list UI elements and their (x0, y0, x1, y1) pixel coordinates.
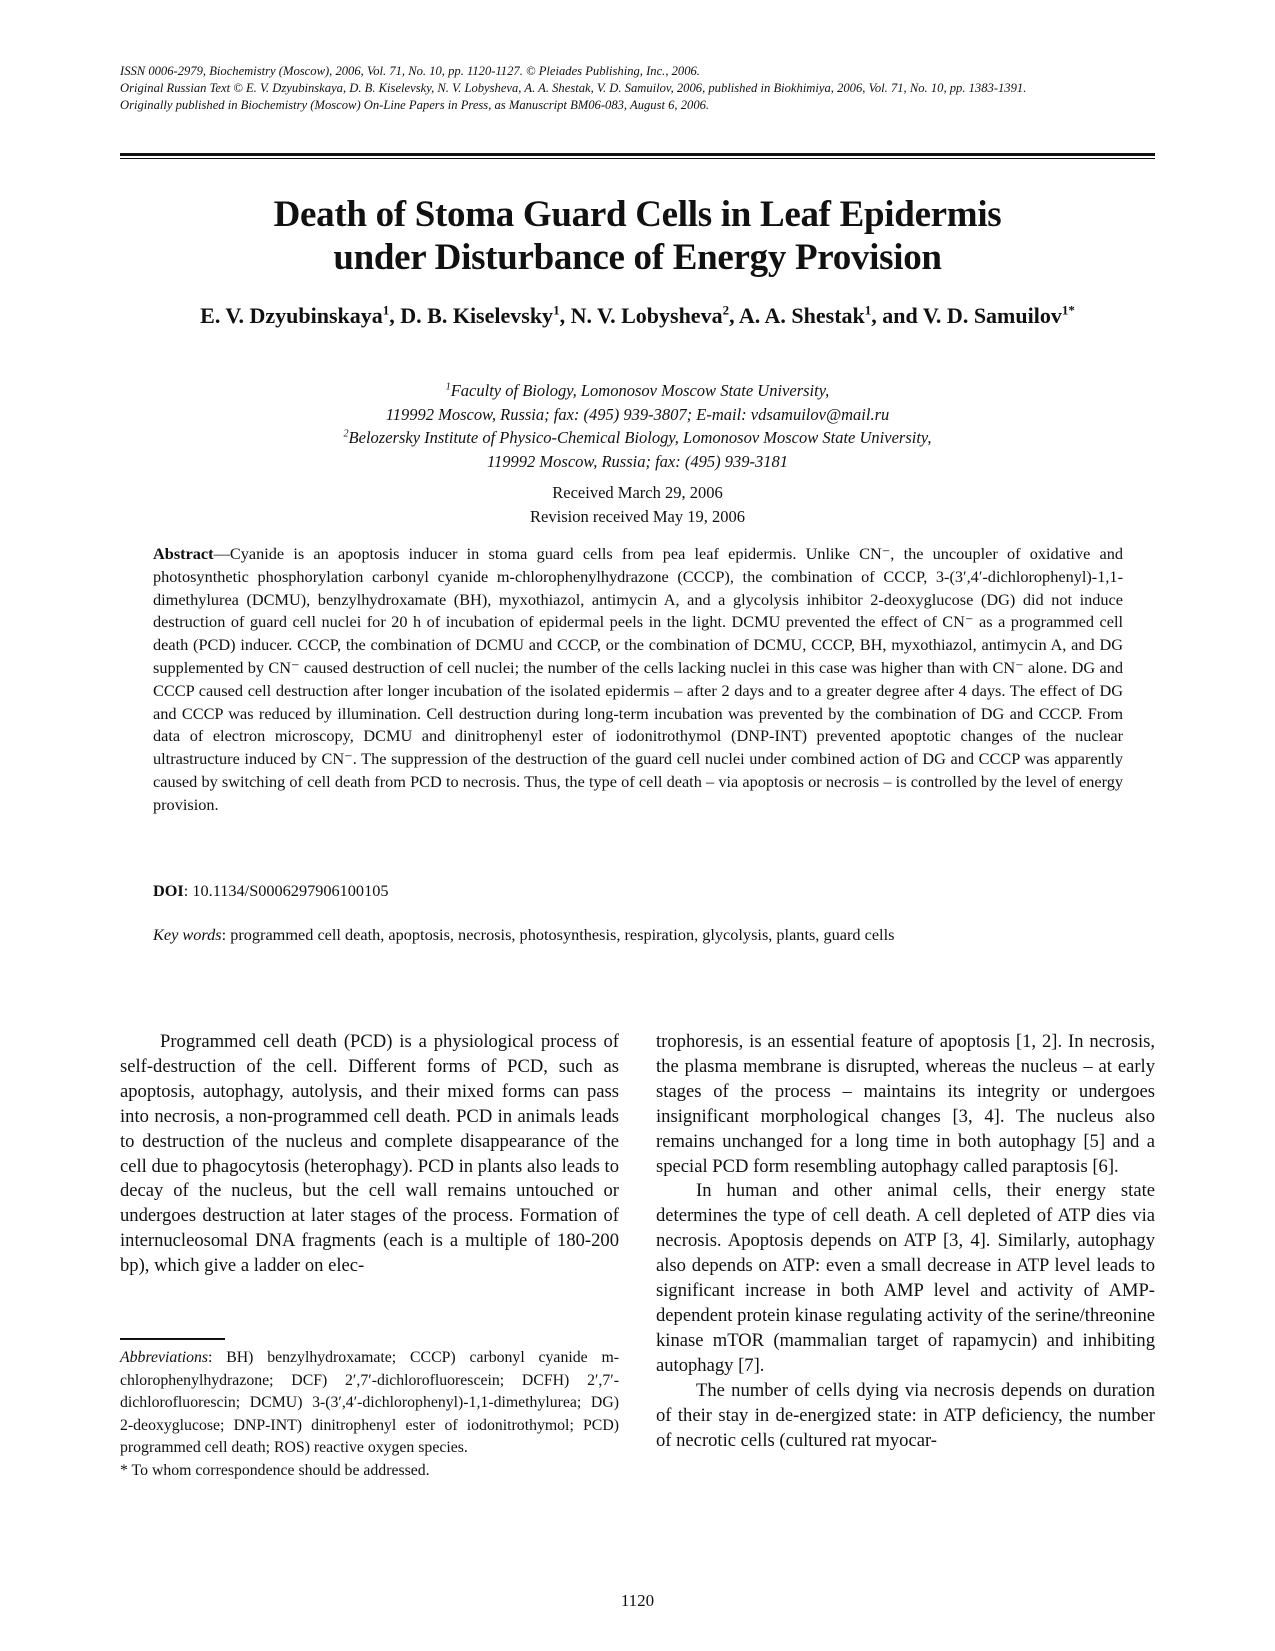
body-paragraph: The number of cells dying via necrosis depends on duration of their stay in de-energized state: in ATP deficiency, the number of necrotic cells (cultured rat myocar- (656, 1379, 1155, 1451)
affiliation-1-text: Faculty of Biology, Lomonosov Moscow State University, (450, 381, 830, 400)
author-affiliation-mark: 1 (382, 302, 390, 318)
header-online-note: Originally published in Biochemistry (Moscow) On-Line Papers in Press, as Manuscript BM06-083, August 6, 2006. (120, 98, 710, 113)
author-name: A. A. Shestak (738, 303, 865, 328)
keywords-label: Key words (153, 925, 222, 944)
author-name: E. V. Dzyubinskaya (200, 303, 383, 328)
author-separator: , (559, 303, 571, 328)
abbreviations-label: Abbreviations (120, 1349, 209, 1366)
author-affiliation-mark: 2 (722, 302, 730, 318)
doi (153, 880, 1123, 902)
abbreviations-footnote (120, 1347, 619, 1460)
author-name: V. D. Samuilov (922, 303, 1062, 328)
revision-date: Revision received May 19, 2006 (530, 506, 745, 526)
abstract (153, 543, 1123, 817)
author-separator: , and (871, 303, 923, 328)
affiliation-2-text: Belozersky Institute of Physico-Chemical Biology, Lomonosov Moscow State University, (348, 428, 932, 447)
footnote-rule (120, 1338, 225, 1340)
author-affiliation-mark: 1 (553, 302, 560, 318)
article-title (120, 193, 1155, 279)
author-list (120, 302, 1155, 330)
affiliations (120, 379, 1155, 473)
affiliation-2-line-1 (120, 426, 1155, 450)
affiliation-2-line-2: 119992 Moscow, Russia; fax: (495) 939-3181 (487, 451, 788, 471)
header-rule-thick (120, 153, 1155, 156)
footnotes (120, 1347, 619, 1482)
doi-label: DOI (153, 881, 184, 900)
body-column-left (120, 1030, 619, 1279)
body-paragraph: In human and other animal cells, their energy state determines the type of cell death. A cell depleted of ATP dies via necrosis. Apoptosis depends on ATP [3, 4]. Similarly, autophagy also depends on ATP: even a small decrease in ATP level leads to significant increase in both AMP level and activity of AMP-dependent protein kinase regulating activity of the serine/threonine kinase mTOR (mammalian target of rapamycin) and inhibiting autophagy [7]. (656, 1180, 1155, 1376)
author-name: D. B. Kiselevsky (400, 303, 554, 328)
correspondence-footnote: * To whom correspondence should be addressed. (120, 1461, 430, 1479)
author-separator: , (389, 303, 401, 328)
journal-header (120, 63, 1155, 115)
submission-dates (120, 481, 1155, 528)
author-affiliation-mark: 1 (864, 302, 872, 318)
affiliation-1-line-2: 119992 Moscow, Russia; fax: (495) 939-3807; E-mail: vdsamuilov@mail.ru (385, 404, 890, 424)
author-separator: , (729, 303, 739, 328)
body-paragraph: Programmed cell death (PCD) is a physiological process of self-destruction of the cell. Different forms of PCD, such as apoptosis, autophagy, autolysis, and their mixed forms can pass into necrosis, a non-programmed cell death. PCD in animals leads to destruction of the nucleus and complete disappearance of the cell due to phagocytosis (heterophagy). PCD in plants also leads to decay of the nucleus, but the cell wall remains untouched or undergoes destruction at later stages of the process. Formation of internucleosomal DNA fragments (each is a multiple of 180-200 bp), which give a ladder on elec- (120, 1031, 619, 1277)
affiliation-1-line-1 (120, 379, 1155, 403)
author-name: N. V. Lobysheva (570, 303, 723, 328)
title-line-1: Death of Stoma Guard Cells in Leaf Epidermis (273, 194, 1002, 235)
header-rule-thin (120, 158, 1155, 159)
body-column-right (656, 1030, 1155, 1453)
body-paragraph: trophoresis, is an essential feature of apoptosis [1, 2]. In necrosis, the plasma membrane is disrupted, whereas the nucleus – at early stages of the process – maintains its integrity or undergoes insignificant morphological changes [3, 4]. The nucleus also remains unchanged for a long time in both autophagy [5] and a special PCD form resembling autophagy called paraptosis [6]. (656, 1031, 1155, 1177)
received-date: Received March 29, 2006 (552, 483, 723, 502)
affiliation-2-mark: 2 (343, 428, 349, 440)
title-line-2: under Disturbance of Energy Provision (333, 237, 942, 278)
keywords (153, 924, 1123, 946)
header-original-text: Original Russian Text © E. V. Dzyubinskaya, D. B. Kiselevsky, N. V. Lobysheva, A. A. Shestak, V. D. Samuilov, 2006, published in Biokhimiya, 2006, Vol. 71, No. 10, pp. 1383-1391. (120, 81, 1027, 96)
affiliation-1-mark: 1 (445, 381, 451, 393)
header-citation: ISSN 0006-2979, Biochemistry (Moscow), 2006, Vol. 71, No. 10, pp. 1120-1127. © Pleiades Publishing, Inc., 2006. (120, 64, 700, 78)
keywords-value: : programmed cell death, apoptosis, necrosis, photosynthesis, respiration, glycolysis, plants, guard cells (221, 925, 895, 944)
doi-value: : 10.1134/S0006297906100105 (183, 881, 389, 900)
page-number: 1120 (620, 1591, 655, 1610)
abstract-text: —Cyanide is an apoptosis inducer in stoma guard cells from pea leaf epidermis. Unlike CN⁻, the uncoupler of oxidative and photosynthetic phosphorylation carbonyl cyanide m-chlorophenylhydrazone (CCCP), the combination of CCCP, 3-(3′,4′-dichlorophenyl)-1,1-dimethylurea (DCMU), benzylhydroxamate (BH), myxothiazol, antimycin A, and a glycolysis inhibitor 2-deoxyglucose (DG) did not induce destruction of guard cell nuclei for 20 h of incubation of epidermal peels in the light. DCMU prevented the effect of CN⁻ as a programmed cell death (PCD) inducer. CCCP, the combination of DCMU and CCCP, or the combination of DCMU, CCCP, BH, myxothiazol, antimycin A, and DG supplemented by CN⁻ caused destruction of cell nuclei; the number of the cells lacking nuclei in this case was higher than with CN⁻ alone. DG and CCCP caused cell destruction after longer incubation of the isolated epidermis – after 2 days and to a greater degree after 4 days. The effect of DG and CCCP was reduced by illumination. Cell destruction during long-term incubation was prevented by the combination of DG and CCCP. From data of electron microscopy, DCMU and dinitrophenyl ester of iodonitrothymol (DNP-INT) prevented apoptotic changes of the nuclear ultrastructure induced by CN⁻. The suppression of the destruction of the guard cell nuclei under combined action of DG and CCCP was apparently caused by switching of cell death from PCD to necrosis. Thus, the type of cell death – via apoptosis or necrosis – is controlled by the level of energy provision. (153, 544, 1123, 814)
author-affiliation-mark: 1* (1061, 302, 1075, 318)
abbreviations-text: : BH) benzylhydroxamate; CCCP) carbonyl cyanide m-chlorophenylhydrazone; DCF) 2′,7′-dichlorofluorescein; DCFH) 2′,7′-dichlorofluorescin; DCMU) 3-(3′,4′-dichlorophenyl)-1,1-dimethylurea; DG) 2-deoxyglucose; DNP-INT) dinitrophenyl ester of iodonitrothymol; PCD) programmed cell death; ROS) reactive oxygen species. (120, 1349, 619, 1456)
abstract-label: Abstract (153, 544, 214, 563)
